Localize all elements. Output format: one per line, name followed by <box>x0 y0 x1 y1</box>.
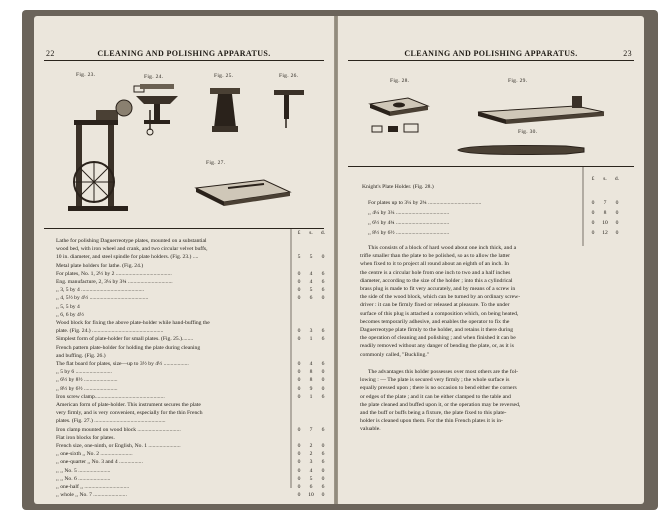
entry-text: ,, 5, 5 by 4 <box>56 303 80 310</box>
entry-text: ,, whole ,, No. 7 ........................ <box>56 492 127 499</box>
price-cell: 0 <box>297 385 301 392</box>
entry-text: ,, one-half ,, ................................ <box>56 484 130 490</box>
column-header: d. <box>614 176 620 182</box>
price-cell: 4 <box>309 361 313 367</box>
paragraph-line: lowing : — The plate is secured very firmly ; the whole surface is <box>360 377 510 384</box>
price-cell: 3 <box>309 459 313 466</box>
entry-text: 10 in. diameter, and steel spindle for plate holders. (Fig. 23.) .... <box>56 254 199 261</box>
paragraph-line: surface of this plug is attached a composition which, on being heated, <box>360 310 519 317</box>
paragraph-line: diameter, according to the size of the holder ; into this a cylindrical <box>360 277 513 284</box>
price-cell: 5 <box>309 287 313 294</box>
price-cell: 0 <box>321 385 325 392</box>
price-cell: 0 <box>591 220 595 226</box>
price-cell: 0 <box>321 492 325 499</box>
header-rule <box>44 60 324 61</box>
figure-rule <box>348 166 634 167</box>
fig-caption: Fig. 27. <box>206 160 226 166</box>
fig-caption: Fig. 23. <box>76 72 96 78</box>
price-cell: 12 <box>602 230 608 236</box>
entry-text: plate. (Fig. 24.) ................................................... <box>56 328 164 335</box>
paragraph-line: valuable. <box>360 426 381 433</box>
knights-holder-illustration <box>368 88 438 138</box>
price-cell: 6 <box>321 336 325 343</box>
fig-caption: Fig. 28. <box>390 78 410 84</box>
price-cell: 0 <box>297 369 301 376</box>
entry-text: For plates, No. 1, 2½ by 2 ........................................ <box>56 270 172 277</box>
price-cell: 6 <box>309 484 313 490</box>
wood-block-illustration <box>206 82 246 138</box>
holder-row-text: ,, 8½ by 6½ ...................................... <box>368 230 450 236</box>
price-column-rule <box>582 166 584 246</box>
price-cell: 0 <box>321 467 325 474</box>
price-cell: 6 <box>321 426 325 433</box>
entry-text: French pattern plate-holder for holding the plate during cleaning <box>56 344 201 351</box>
price-cell: 6 <box>321 451 325 458</box>
price-cell: 6 <box>321 459 325 466</box>
price-cell: 4 <box>309 467 313 474</box>
entry-text: ,, 4, 5½ by 4½ .......................................... <box>56 295 149 302</box>
price-cell: 5 <box>297 254 301 261</box>
price-cell: 8 <box>309 377 313 384</box>
open-book <box>22 10 658 510</box>
column-header: £ <box>297 230 301 236</box>
price-cell: 8 <box>309 369 313 376</box>
price-cell: 0 <box>591 230 595 236</box>
price-cell: 0 <box>321 443 325 449</box>
price-cell: 0 <box>591 210 595 216</box>
paragraph-line: and the buff or buffs being a fixture, the plate fixed to this plate- <box>360 410 507 417</box>
entry-text: Flat iron blocks for plates. <box>56 434 115 441</box>
price-cell: 6 <box>321 270 325 277</box>
paragraph-line: This consists of a block of hard wood about one inch thick, and a <box>368 245 517 251</box>
price-cell: 0 <box>321 369 325 376</box>
paragraph-line: the operation of cleaning and polishing ; and when finished it can be <box>360 335 516 342</box>
entry-text: Eng. manufacture, 2, 3¼ by 3¾ ................................ <box>56 279 173 285</box>
fig-caption: Fig. 24. <box>144 74 164 80</box>
entry-text: ,, ,, No. 5 ....................... <box>56 467 111 474</box>
price-cell: 0 <box>321 377 325 384</box>
price-cell: 9 <box>309 385 313 392</box>
right-page <box>338 16 644 504</box>
holder-row-text: ,, 6½ by 4¾ ...................................... <box>368 220 450 226</box>
price-cell: 5 <box>309 254 313 261</box>
price-cell: 10 <box>602 220 608 226</box>
entry-text: Simplest form of plate-holder for small plates. (Fig. 25.)........ <box>56 336 194 343</box>
price-cell: 0 <box>321 295 325 302</box>
entry-text: ,, one-quarter ,, No. 3 and 4 ................. <box>56 459 143 466</box>
price-cell: 0 <box>297 279 301 285</box>
entry-text: American form of plate-holder. This instrument secures the plate <box>56 402 201 408</box>
holder-title: Knight's Plate Holder. (Fig. 28.) <box>362 184 434 190</box>
figure-rule <box>44 228 324 229</box>
entry-text: plates. (Fig. 27.) ................................................... <box>56 418 166 425</box>
entry-text: ,, 3, 5 by 4 ............................................. <box>56 287 145 294</box>
entry-text: ,, ,, No. 6 ....................... <box>56 475 111 482</box>
price-cell: 0 <box>297 295 301 302</box>
price-cell: 4 <box>309 270 313 277</box>
fig-caption: Fig. 29. <box>508 78 528 84</box>
column-header: s. <box>309 230 313 236</box>
page-number: 23 <box>623 49 632 58</box>
price-cell: 0 <box>297 451 301 458</box>
price-cell: 6 <box>321 328 325 335</box>
column-header: s. <box>603 176 607 182</box>
price-cell: 0 <box>615 220 619 226</box>
buffing-board-illustration <box>476 88 606 128</box>
price-cell: 0 <box>321 254 325 261</box>
holder-row-text: ,, 4¼ by 3¼ ...................................... <box>368 210 450 216</box>
holder-row-text: For plates up to 3¼ by 2¾ ...................................... <box>368 200 482 206</box>
price-cell: 0 <box>297 361 301 367</box>
price-cell: 0 <box>591 200 595 206</box>
paragraph-line: holder is cleaned upon them. For the thin French plates it is in- <box>360 418 503 425</box>
price-cell: 2 <box>309 451 313 458</box>
price-cell: 6 <box>321 287 325 294</box>
price-column-rule <box>290 228 292 488</box>
price-cell: 0 <box>297 328 301 335</box>
entry-text: Wood block for fixing the above plate-holder while hand-buffing the <box>56 320 210 326</box>
paragraph-line: the side of the wood block, which can be turned by an ordinary screw- <box>360 294 521 301</box>
left-page <box>34 16 334 504</box>
price-cell: 6 <box>309 295 313 302</box>
price-cell: 0 <box>297 492 301 499</box>
price-cell: 10 <box>308 492 314 499</box>
price-cell: 1 <box>309 336 313 343</box>
price-cell: 6 <box>321 279 325 285</box>
paragraph-line: brass plug is made to fit very accurately, and by means of a screw in <box>360 286 516 293</box>
paragraph-line: trifle smaller than the plate to be polished, so as to allow the latter <box>360 253 511 260</box>
price-cell: 6 <box>321 484 325 490</box>
price-cell: 0 <box>297 426 301 433</box>
price-cell: 0 <box>297 270 301 277</box>
entry-text: Metal plate holders for lathe. (Fig. 24.) <box>56 262 144 269</box>
price-cell: 0 <box>297 336 301 343</box>
entry-text: Lathe for polishing Daguerreotype plates, mounted on a substantial <box>56 238 207 244</box>
buff-illustration <box>456 142 586 158</box>
entry-text: very firmly, and is very convenient, especially for the thin French <box>56 410 203 417</box>
paragraph-line: the plate cleaned and buffed upon it, or the operation may be reversed, <box>360 401 521 408</box>
entry-text: and buffing. (Fig. 26.) <box>56 352 106 359</box>
price-cell: 0 <box>297 287 301 294</box>
entry-text: Iron screw clamp.................................................. <box>56 393 165 400</box>
price-cell: 2 <box>309 443 313 449</box>
running-title: CLEANING AND POLISHING APPARATUS. <box>404 49 578 58</box>
entry-text: wood bed, with iron wheel and crank, and two circular velvet buffs, <box>56 246 208 253</box>
price-cell: 3 <box>309 328 313 335</box>
fig-caption: Fig. 25. <box>214 73 234 79</box>
paragraph-line: Daguerreotype plate firmly to the holder, and retains it there during <box>360 327 514 334</box>
paragraph-line: driver : it can be firmly fixed or released at pleasure. To the under <box>360 302 510 309</box>
price-cell: 0 <box>615 200 619 206</box>
entry-text: ,, 5 by 6 .......................... <box>56 369 112 376</box>
price-cell: 0 <box>297 393 301 400</box>
entry-text: ,, 8½ by 6½ ........................ <box>56 385 118 392</box>
price-cell: 5 <box>309 475 313 482</box>
price-cell: 0 <box>321 475 325 482</box>
price-cell: 1 <box>309 393 313 400</box>
screw-clamp-illustration <box>272 84 312 132</box>
paragraph-line: when fixed to it to project all round about an eighth of an inch. In <box>360 261 509 268</box>
price-cell: 0 <box>615 210 619 216</box>
price-cell: 7 <box>309 426 313 433</box>
price-cell: 8 <box>603 210 607 216</box>
running-title: CLEANING AND POLISHING APPARATUS. <box>97 49 271 58</box>
price-cell: 7 <box>603 200 607 206</box>
paragraph-line: or edges of the plate ; and it can be either clamped to the table and <box>360 393 511 400</box>
american-holder-illustration <box>194 170 294 208</box>
paragraph-line: commonly called, "Buckling." <box>360 351 430 358</box>
fig-caption: Fig. 26. <box>279 73 299 79</box>
price-cell: 0 <box>297 443 301 449</box>
advantages-paragraph <box>360 368 622 434</box>
entry-text: French size, one-ninth, or English, No. 1 ....................... <box>56 443 181 449</box>
column-header: d. <box>320 230 326 236</box>
paragraph-line: the centre is a circular hole from one inch to two and a half inches <box>360 269 511 276</box>
paragraph-line: readily removed without any danger of bending the plate, or, as it is <box>360 343 514 350</box>
plate-holder-illustration <box>134 84 184 134</box>
price-cell: 0 <box>615 230 619 236</box>
column-header: £ <box>591 176 595 182</box>
price-cell: 6 <box>321 393 325 400</box>
entry-text: ,, one-sixth ,, No. 2 ....................... <box>56 451 133 458</box>
price-cell: 4 <box>309 279 313 285</box>
entry-text: ,, 6, 6 by 4½ <box>56 311 84 318</box>
description-paragraph <box>360 244 622 359</box>
entry-text: ,, 6½ by 8½ ........................ <box>56 377 118 384</box>
paragraph-line: becomes temporarily adhesive, and enables the operator to fix the <box>360 318 510 325</box>
price-cell: 0 <box>297 459 301 466</box>
fig-caption: Fig. 30. <box>518 129 538 135</box>
price-cell: 6 <box>321 361 325 367</box>
price-cell: 0 <box>297 484 301 490</box>
price-cell: 0 <box>297 377 301 384</box>
entry-text: Iron clamp mounted on wood block ............................... <box>56 426 181 433</box>
entry-text: The flat board for plates, size—up to 3½ by 4½ .................. <box>56 361 189 367</box>
price-cell: 0 <box>297 475 301 482</box>
page-number: 22 <box>46 49 55 58</box>
header-rule <box>348 60 634 61</box>
paragraph-line: The advantages this holder possesses over most others are the fol- <box>368 369 519 375</box>
paragraph-line: equally pressed upon ; there is no occasion to bend either the corners <box>360 385 517 392</box>
price-cell: 0 <box>297 467 301 474</box>
